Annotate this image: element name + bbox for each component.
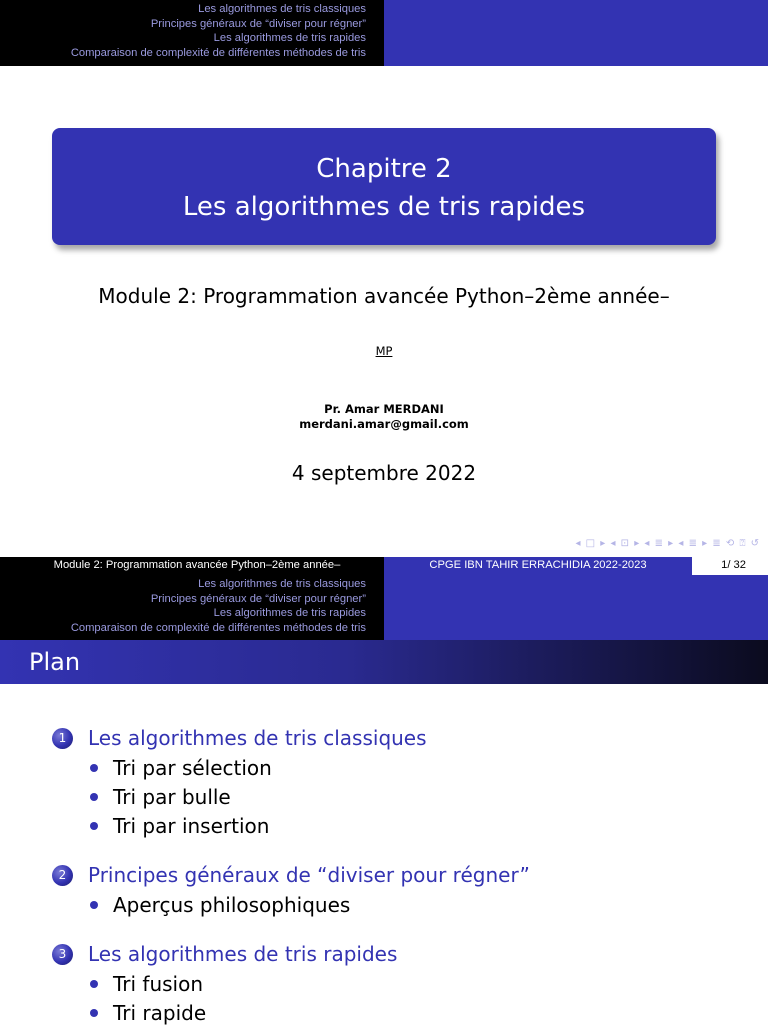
- toc-section-3[interactable]: [52, 939, 530, 1027]
- toc-section-label[interactable]: Principes généraux de “diviser pour régner”: [88, 863, 530, 887]
- toc-section-2[interactable]: [52, 860, 530, 919]
- bullet-icon: [90, 793, 98, 801]
- bullet-icon: [90, 1009, 98, 1017]
- toc-subsection[interactable]: Tri fusion: [52, 969, 530, 998]
- beamer-navigation-icons[interactable]: ◂ □ ▸ ◂ ⊡ ▸ ◂ ≣ ▸ ◂ ≣ ▸ ≣ ⟲ ⍰ ↺: [575, 538, 760, 549]
- chapter-label: Chapitre 2: [316, 154, 452, 184]
- bullet-icon: [90, 764, 98, 772]
- footer-page-number: 1/ 32: [692, 557, 768, 575]
- author-block: [0, 402, 768, 432]
- nav-section-1[interactable]: Les algorithmes de tris classiques: [198, 3, 366, 15]
- toc-subsection[interactable]: Tri par insertion: [52, 811, 530, 840]
- institute-link[interactable]: MP: [375, 344, 393, 358]
- nav-section-2[interactable]: Principes généraux de “diviser pour régner”: [150, 17, 366, 30]
- author-email: merdani.amar@gmail.com: [299, 417, 469, 431]
- toc-subsection[interactable]: Tri par bulle: [52, 782, 530, 811]
- section-navigation: [0, 0, 384, 66]
- section-navigation-2: [0, 575, 384, 640]
- toc-subsection[interactable]: Tri par sélection: [52, 753, 530, 782]
- toc-section-label[interactable]: Les algorithmes de tris rapides: [88, 942, 398, 966]
- header-accent-2: [384, 575, 768, 640]
- plan-slide: [0, 557, 768, 1024]
- presentation-title: Les algorithmes de tris rapides: [182, 192, 586, 222]
- nav-section-4[interactable]: Comparaison de complexité de différentes méthodes de tris: [70, 621, 366, 634]
- section-number-ball: 3: [52, 944, 73, 965]
- author-name: Pr. Amar MERDANI: [324, 402, 444, 416]
- table-of-contents: [52, 723, 530, 1027]
- section-number-ball: 1: [52, 728, 73, 749]
- footer-institution: CPGE IBN TAHIR ERRACHIDIA 2022-2023: [384, 557, 692, 575]
- header-bar: [0, 0, 768, 66]
- date: 4 septembre 2022: [291, 461, 477, 485]
- bullet-icon: [90, 822, 98, 830]
- toc-section-label[interactable]: Les algorithmes de tris classiques: [88, 726, 427, 750]
- nav-section-3[interactable]: Les algorithmes de tris rapides: [213, 32, 366, 44]
- nav-section-3[interactable]: Les algorithmes de tris rapides: [213, 607, 366, 619]
- nav-section-2[interactable]: Principes généraux de “diviser pour régner”: [150, 592, 366, 605]
- toc-section-1[interactable]: [52, 723, 530, 840]
- subtitle: Module 2: Programmation avancée Python–2ème année–: [98, 284, 670, 308]
- bullet-icon: [90, 980, 98, 988]
- title-box: [52, 128, 716, 245]
- toc-subsection[interactable]: Aperçus philosophiques: [52, 890, 530, 919]
- section-number-ball: 2: [52, 865, 73, 886]
- header-bar-2: [0, 575, 768, 640]
- footer-short-title: Module 2: Programmation avancée Python–2ème année–: [0, 557, 384, 575]
- nav-section-4[interactable]: Comparaison de complexité de différentes méthodes de tris: [70, 46, 366, 59]
- header-accent: [384, 0, 768, 66]
- nav-section-1[interactable]: Les algorithmes de tris classiques: [198, 578, 366, 590]
- toc-subsection[interactable]: Tri rapide: [52, 998, 530, 1027]
- frame-title: Plan: [0, 640, 768, 684]
- bullet-icon: [90, 901, 98, 909]
